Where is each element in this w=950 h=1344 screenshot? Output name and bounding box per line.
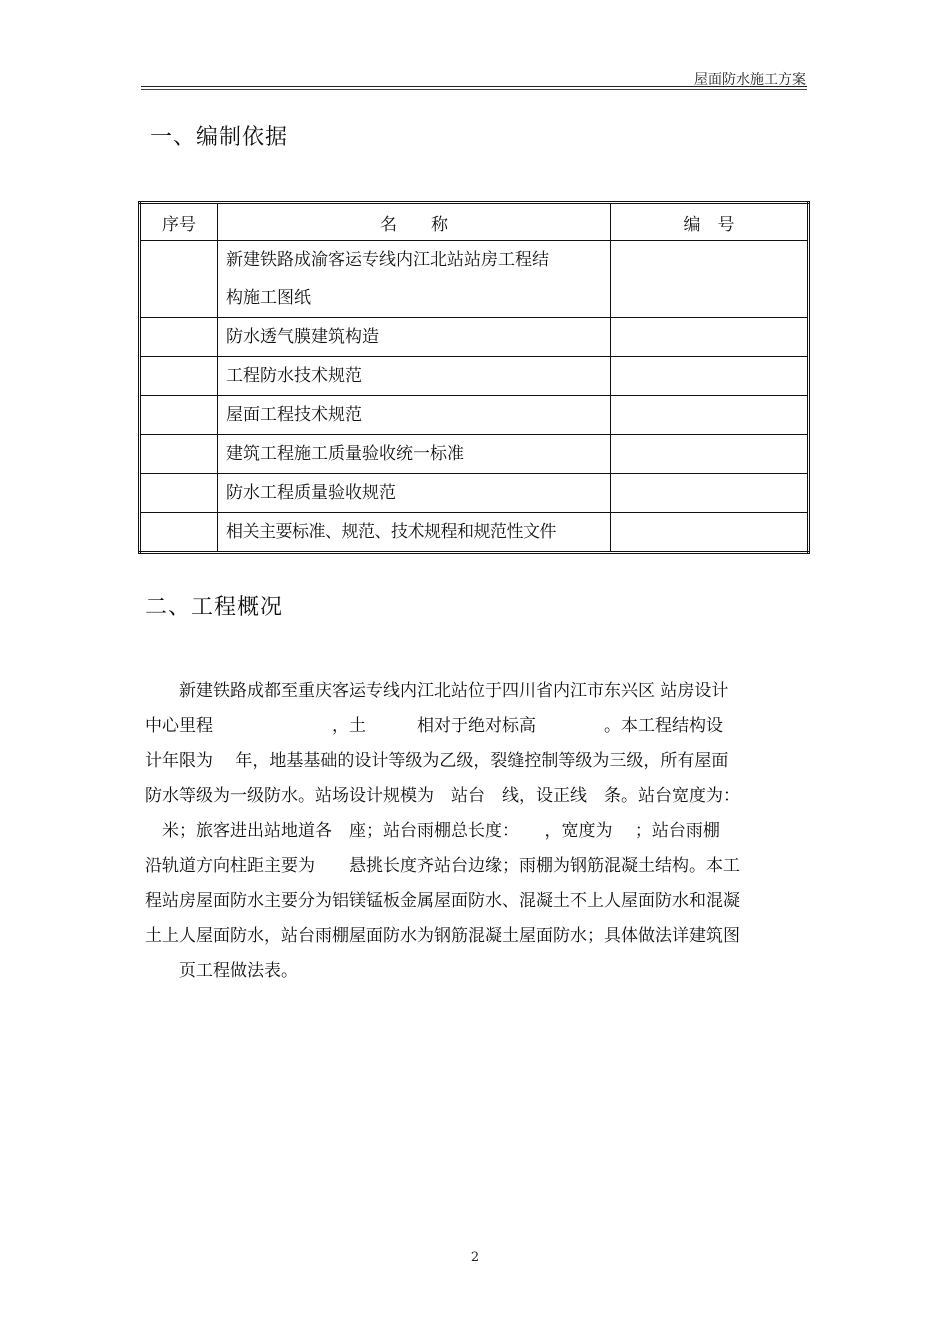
cell-code [611, 318, 809, 357]
column-header-seq: 序号 [140, 203, 218, 241]
paragraph-line: 米；旅客进出站地道各 座；站台雨棚总长度： ，宽度为 ；站台雨棚 [145, 821, 720, 841]
section-heading-overview: 二、工程概况 [145, 595, 284, 620]
cell-code [611, 396, 809, 435]
cell-code [611, 435, 809, 474]
cell-code [611, 474, 809, 513]
overview-paragraph [145, 674, 809, 989]
cell-seq [140, 474, 218, 513]
paragraph-line: 沿轨道方向柱距主要为 悬挑长度齐站台边缘；雨棚为钢筋混凝土结构。本工 [145, 856, 740, 876]
cell-seq [140, 241, 218, 318]
cell-name [218, 513, 611, 553]
cell-name-line: 防水透气膜建筑构造 [226, 327, 379, 347]
cell-seq [140, 435, 218, 474]
cell-name-line: 防水工程质量验收规范 [226, 483, 396, 503]
paragraph-line: 计年限为 年，地基基础的设计等级为乙级，裂缝控制等级为三级，所有屋面 [145, 751, 729, 771]
running-header-title: 屋面防水施工方案 [694, 72, 806, 88]
header-rule [141, 86, 807, 87]
table-row [140, 513, 809, 553]
cell-code [611, 513, 809, 553]
cell-name-line: 相关主要标准、规范、技术规程和规范性文件 [226, 522, 556, 542]
cell-name-line: 屋面工程技术规范 [226, 405, 362, 425]
cell-name [218, 435, 611, 474]
cell-seq [140, 357, 218, 396]
table-header-row [140, 203, 809, 241]
cell-name-line: 构施工图纸 [226, 288, 311, 308]
page-number: 2 [470, 1250, 480, 1265]
cell-seq [140, 396, 218, 435]
paragraph-line: 程站房屋面防水主要分为铝镁锰板金属屋面防水、混凝土不上人屋面防水和混凝 [145, 891, 740, 911]
cell-name [218, 241, 611, 318]
cell-name [218, 396, 611, 435]
basis-table [138, 201, 810, 554]
table-row [140, 357, 809, 396]
cell-name-line: 建筑工程施工质量验收统一标准 [226, 444, 464, 464]
cell-seq [140, 513, 218, 553]
paragraph-line: 土上人屋面防水，站台雨棚屋面防水为钢筋混凝土屋面防水；具体做法详建筑图 [145, 926, 740, 946]
cell-name-line: 工程防水技术规范 [226, 366, 362, 386]
column-header-code: 编 号 [611, 203, 809, 241]
column-header-name: 名 称 [218, 203, 611, 241]
table-row [140, 241, 809, 318]
table-row [140, 474, 809, 513]
paragraph-line: 页工程做法表。 [145, 961, 298, 981]
paragraph-line: 中心里程 ，土 相对于绝对标高 。本工程结构设 [145, 716, 723, 736]
cell-name [218, 474, 611, 513]
cell-name [218, 318, 611, 357]
header-rule-thin [141, 89, 807, 90]
cell-code [611, 241, 809, 318]
table-row [140, 318, 809, 357]
cell-name [218, 357, 611, 396]
table-row [140, 435, 809, 474]
paragraph-line: 新建铁路成都至重庆客运专线内江北站位于四川省内江市东兴区 站房设计 [145, 681, 729, 701]
paragraph-line: 防水等级为一级防水。站场设计规模为 站台 线，设正线 条。站台宽度为： [145, 786, 740, 806]
section-heading-basis: 一、编制依据 [150, 125, 289, 150]
cell-name-line: 新建铁路成渝客运专线内江北站站房工程结 [226, 250, 549, 270]
table-row [140, 396, 809, 435]
cell-seq [140, 318, 218, 357]
cell-code [611, 357, 809, 396]
